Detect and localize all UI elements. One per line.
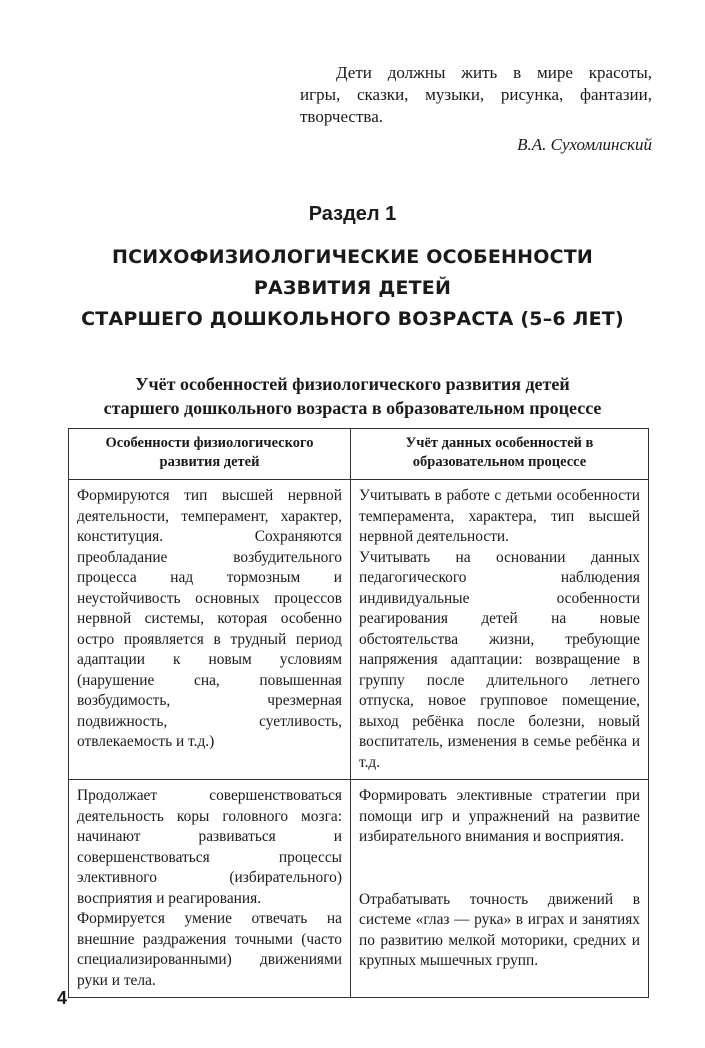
cell-paragraph: Формировать элективные стратегии при помощи игр и упражнений на развитие избирательного внимания и восприятия. bbox=[359, 787, 640, 845]
cell-paragraph: Учитывать на основании данных педагогического наблюдения индивидуальные особенности реагирования детей на новые обстоятельства жизни, требующие напряжения адаптации: возвращение в группу после длительного летнего отпуска, новое групповое помещение, выход ребёнка после болезни, новый воспитатель, изменения в семье ребёнка и т.д. bbox=[359, 548, 640, 771]
page-number: 4 bbox=[57, 988, 68, 1008]
cell-paragraph: Отрабатывать точность движений в системе «глаз — рука» в играх и занятиях по развитию мелкой моторики, средних и крупных мышечных групп. bbox=[359, 890, 640, 969]
section-title-line: ПСИХОФИЗИОЛОГИЧЕСКИЕ ОСОБЕННОСТИ bbox=[112, 246, 593, 268]
epigraph bbox=[300, 62, 652, 156]
development-table bbox=[68, 428, 649, 998]
table-row bbox=[69, 480, 649, 780]
section-label: Раздел 1 bbox=[308, 203, 397, 225]
header-educational-consideration: Учёт данных особенностей в образовательном процессе bbox=[351, 429, 649, 480]
table-caption-line: старшего дошкольного возраста в образовательном процессе bbox=[103, 398, 602, 418]
epigraph-line: творчества. bbox=[300, 107, 384, 126]
table-caption-line: Учёт особенностей физиологического развития детей bbox=[135, 374, 570, 394]
epigraph-line: игры, сказки, музыки, рисунка, фантазии, bbox=[300, 85, 652, 104]
epigraph-author: В.А. Сухомлинский bbox=[517, 135, 652, 154]
table-cell-right bbox=[351, 480, 649, 780]
section-title-line: РАЗВИТИЯ ДЕТЕЙ bbox=[253, 277, 452, 299]
table-header-row bbox=[69, 429, 649, 480]
epigraph-line: Дети должны жить в мире красоты, bbox=[336, 63, 652, 82]
section-title-line: СТАРШЕГО ДОШКОЛЬНОГО ВОЗРАСТА (5–6 ЛЕТ) bbox=[81, 308, 624, 330]
table-cell-left bbox=[69, 780, 351, 998]
cell-paragraph: Продолжает совершенствоваться деятельность коры головного мозга: начинают развиваться и совершенствоваться процессы элективного (избирательного) восприятия и реагирования. bbox=[77, 787, 342, 907]
table-caption bbox=[0, 372, 705, 420]
section-title bbox=[0, 242, 705, 335]
cell-paragraph: Формируется умение отвечать на внешние раздражения точными (часто специализированными) движениями руки и тела. bbox=[77, 910, 342, 989]
table-row bbox=[69, 780, 649, 998]
header-physiological-features: Особенности физиологического развития детей bbox=[69, 429, 351, 480]
table-cell-right bbox=[351, 780, 649, 998]
cell-paragraph: Формируются тип высшей нервной деятельности, темперамент, характер, конституция. Сохраняются преобладание возбудительного процесса над тормозным и неустойчивость основных процессов нервной системы, которая особенно остро проявляется в трудный период адаптации к новым условиям (нарушение сна, повышенная возбудимость, чрезмерная подвижность, суетливость, отвлекаемость и т.д.) bbox=[77, 487, 342, 750]
table-cell-left bbox=[69, 480, 351, 780]
cell-paragraph: Учитывать в работе с детьми особенности темперамента, характера, тип высшей нервной деятельности. bbox=[359, 487, 640, 545]
